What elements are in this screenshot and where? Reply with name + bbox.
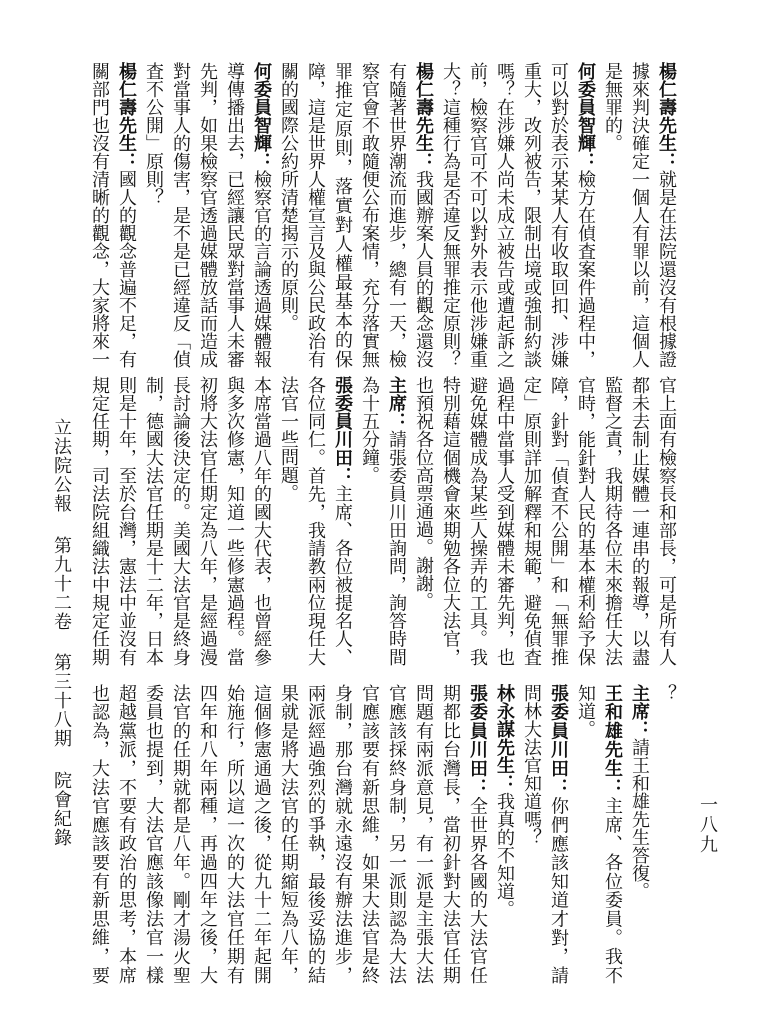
speech-text: 就是在法院還沒有根據證據來判決確定一個人有罪以前，這個人是無罪的。 <box>602 62 677 368</box>
paragraph <box>599 62 680 368</box>
paragraph <box>653 684 680 984</box>
speech-text: 全世界各國的大法官任期都比台灣長，當初針對大法官任期問題有兩派意見，有一派是主張大法官應該採終身制，另一派則認為大法官應該要有新思維，如果大法官是終身制，那台灣就永遠沒有辦法進步，兩派經過強烈的爭執，最後妥協的結果就是將大法官的任期縮短為八年，這個修憲通過之後，從九十二年起開始施行，所以這一次的大法官任期有四年和八年兩種，再過四年之後，大法官的任期就都是八年。剛才湯火聖委員也提到，大法官應該像法官一樣超越黨派，不要有政治的思考，本席也認為，大法官應該要有新思維，要 <box>89 684 488 984</box>
speech-text: 請王和雄先生答復。 <box>629 738 650 900</box>
speaker-label: 張委員川田： <box>467 684 488 797</box>
text-band-top <box>88 62 680 368</box>
paragraph <box>410 376 680 666</box>
speaker-label: 楊仁壽先生： <box>116 62 137 170</box>
speaker-label: 林永謀先生： <box>494 684 515 792</box>
speech-text: 請張委員川田詢問，詢答時間為十五分鐘。 <box>359 376 407 666</box>
paragraph <box>275 62 437 368</box>
speaker-label: 主席： <box>386 376 407 431</box>
text-band-middle <box>88 376 680 666</box>
speech-text: 國人的觀念普遍不足，有關部門也沒有清晰的觀念，大家將來一 <box>89 62 137 368</box>
paragraph <box>518 684 572 984</box>
volume-label: 第九十二卷 <box>51 535 72 631</box>
speech-text: 主席、各位被提名人、各位同仁。首先，我請教兩位現任大法官一些問題。 <box>278 376 353 666</box>
speaker-label: 楊仁壽先生： <box>656 62 677 170</box>
speech-text: 檢方在偵査案件過程中，可以對於表示某某人有收取回扣、涉嫌重大，改列被告，限制出境或強制約談嗎？在涉嫌人尚未成立被告或遭起訴之前，檢察官可不可以對外表示他涉嫌重大？這種行為是否違反無罪推定原則？ <box>440 62 596 368</box>
section-label: 院會紀錄 <box>51 771 72 848</box>
speaker-label: 張委員川田： <box>548 684 569 797</box>
running-header <box>48 418 74 863</box>
text-band-bottom <box>88 684 680 984</box>
paragraph <box>491 684 518 984</box>
paragraph <box>88 684 491 984</box>
speech-text: 本席當過八年的國大代表，也曾經參與多次修憲，知道一些修憲過程。當初將大法官任期定為八年，是經過漫長討論後決定的。美國大法官是終身制，德國大法官任期是十二年，日本則是十年，至於台灣，憲法中並沒有規定任期，司法院組織法中規定任期 <box>89 376 272 666</box>
paragraph <box>572 684 626 984</box>
speaker-label: 何委員智輝： <box>575 62 596 170</box>
speaker-label: 楊仁壽先生： <box>413 62 434 170</box>
publication-name: 立法院公報 <box>51 418 72 513</box>
paragraph <box>356 376 410 666</box>
speech-text: 我真的不知道。 <box>494 792 515 918</box>
speaker-label: 主席： <box>629 684 650 738</box>
paragraph <box>88 62 140 368</box>
speaker-label: 王和雄先生： <box>602 684 623 797</box>
speech-text: 檢察官的言論透過媒體報導傳播出去，已經讓民眾對當事人未審先判，如果檢察官透過媒體放話而造成對當事人的傷害，是不是已經違反「偵査不公開」原則？ <box>143 62 272 368</box>
speech-text: 我國辦案人員的觀念還沒有隨著世界潮流而進步，總有一天，檢察官會不敢隨便公布案情，充分落實無罪推定原則，落實對人權最基本的保障，這是世界人權宣言及與公民政治有關的國際公約所清楚揭示的原則。 <box>278 62 434 368</box>
issue-label: 第三十八期 <box>51 653 72 749</box>
page-number: 一八九 <box>697 795 718 855</box>
speaker-label: 何委員智輝： <box>251 62 272 170</box>
speaker-label: 張委員川田： <box>332 376 353 485</box>
speech-text: ？ <box>656 684 677 702</box>
paragraph <box>140 62 275 368</box>
speech-text: 主席、各位委員。我不知道。 <box>575 684 623 984</box>
paragraph <box>626 684 653 984</box>
speech-text: 官上面有檢察長和部長，可是所有人都未去制止媒體一連串的報導，以盡監督之責，我期待各位未來擔任大法官時，能針對人民的基本權利給予保障，針對「偵査不公開」和「無罪推定」原則詳加解釋和規範，避免偵査過程中當事人受到媒體未審先判，也避免媒體成為某些人操弄的工具。我特別藉這個機會來期勉各位大法官，也預祝各位高票通過。謝謝。 <box>413 376 677 666</box>
paragraph <box>88 376 275 666</box>
speech-text: 你們應該知道才對，請問林大法官知道嗎？ <box>521 684 569 984</box>
paragraph <box>437 62 599 368</box>
paragraph <box>275 376 356 666</box>
